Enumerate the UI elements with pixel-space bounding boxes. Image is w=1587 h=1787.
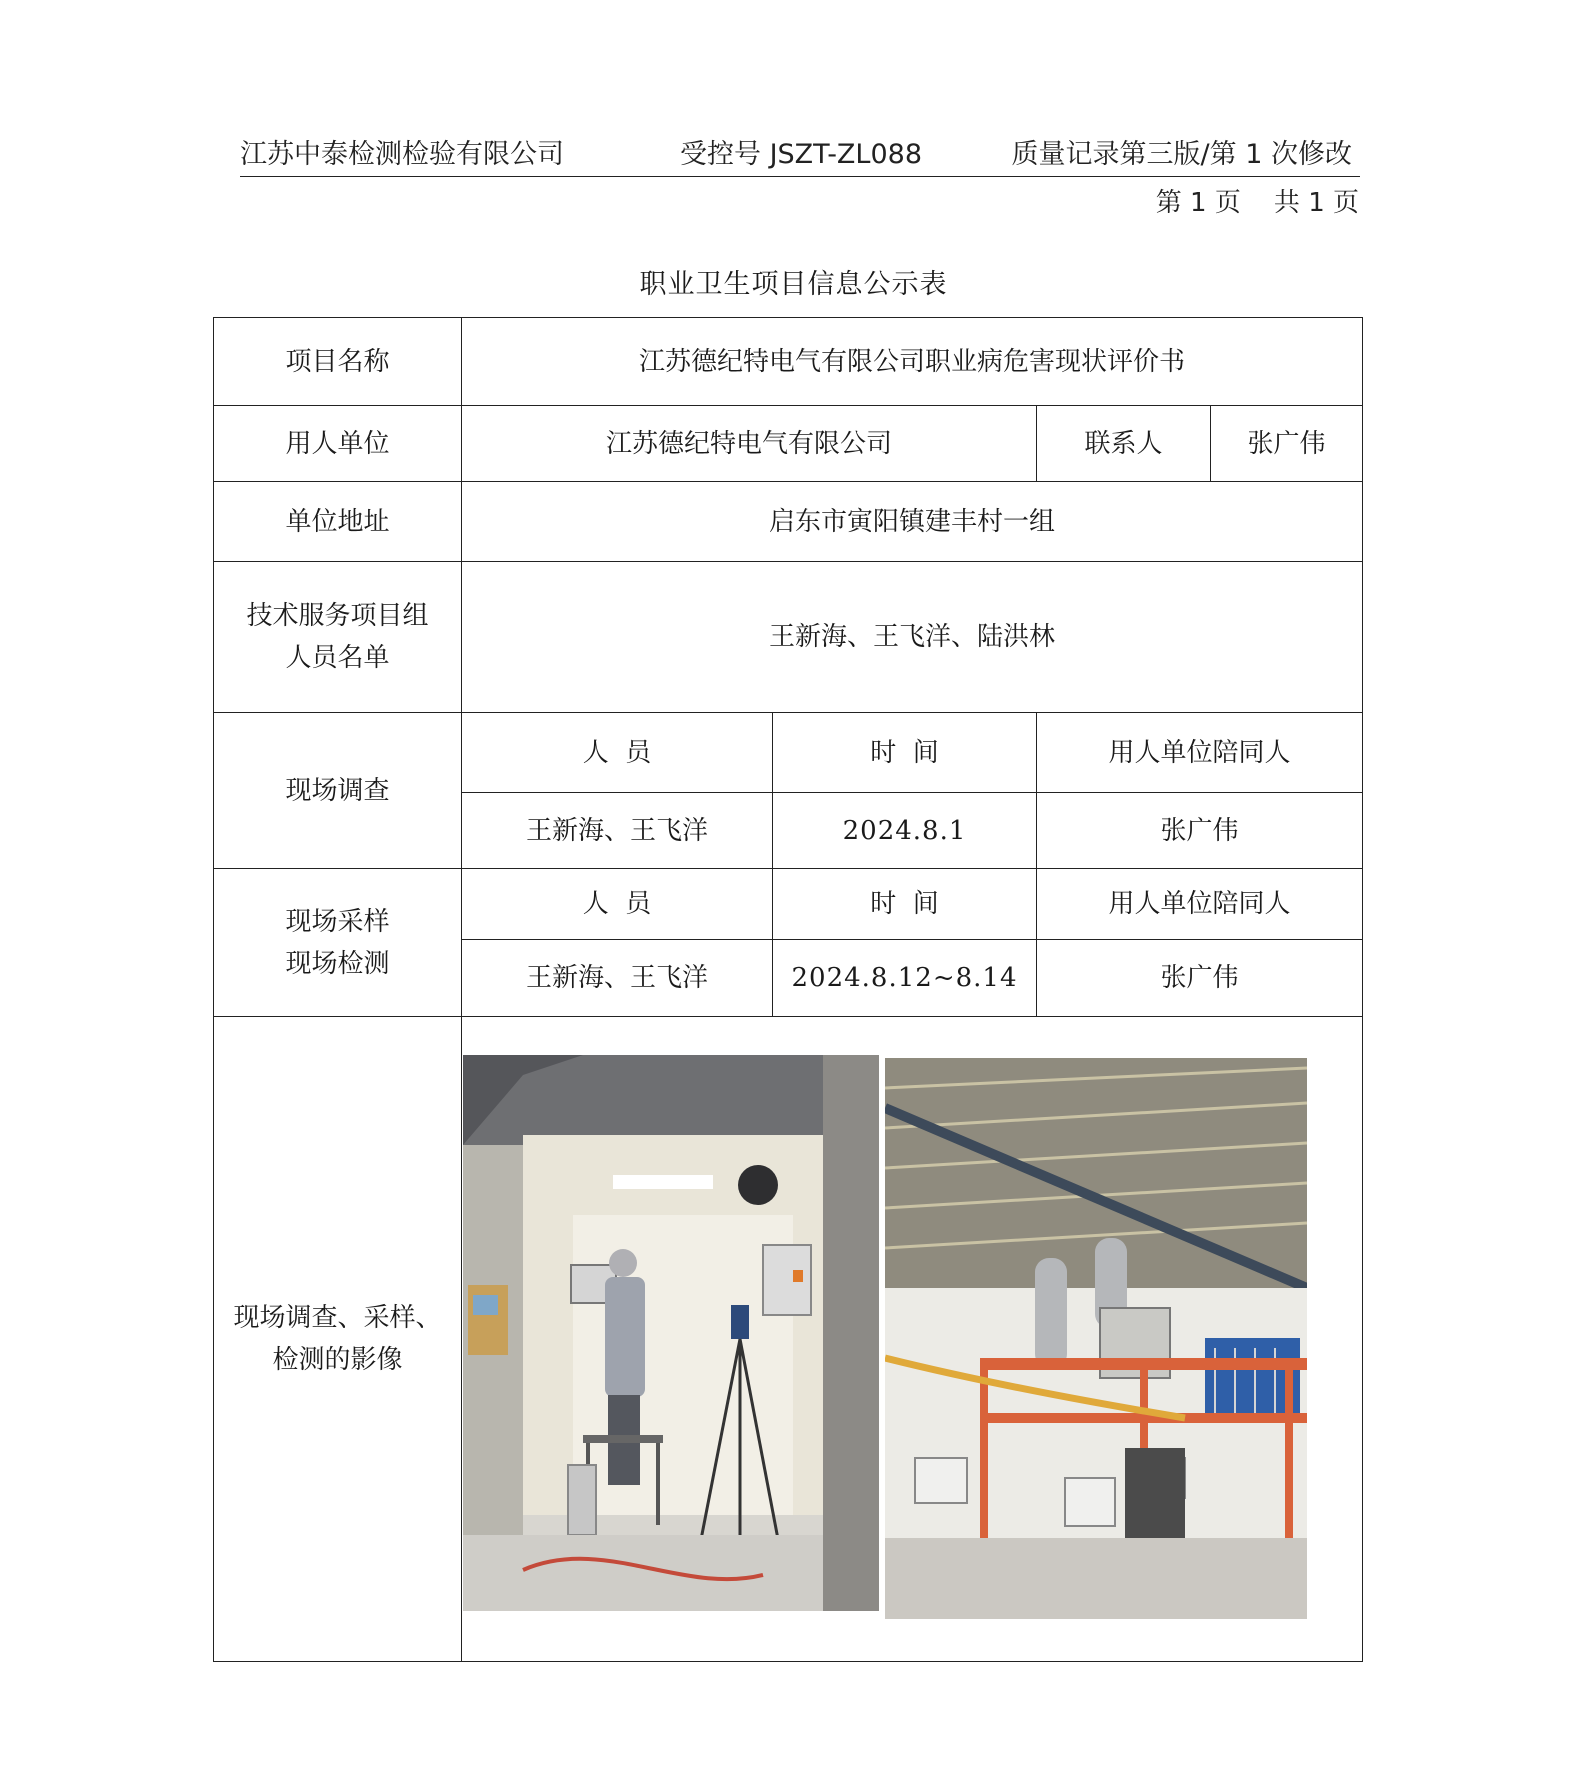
- images-label-line1: 现场调查、采样、: [233, 1303, 442, 1333]
- row-survey-head: [214, 713, 1363, 793]
- project-name-label: 项目名称: [214, 318, 462, 406]
- address-value: 启东市寅阳镇建丰村一组: [462, 482, 1363, 562]
- page-number: 第 1 页 共 1 页: [1155, 188, 1359, 218]
- spray-booth-photo: [463, 1055, 879, 1611]
- row-sampling-head: [214, 869, 1363, 940]
- address-label: 单位地址: [214, 482, 462, 562]
- company-name: 江苏中泰检测检验有限公司: [240, 139, 564, 170]
- sampling-people-head: 人 员: [462, 869, 773, 940]
- contact-value: 张广伟: [1211, 406, 1363, 482]
- sampling-escort-head: 用人单位陪同人: [1037, 869, 1363, 940]
- survey-label: 现场调查: [214, 713, 462, 869]
- survey-escort: 张广伟: [1037, 793, 1363, 869]
- survey-people-head: 人 员: [462, 713, 773, 793]
- survey-escort-head: 用人单位陪同人: [1037, 713, 1363, 793]
- row-employer: [214, 406, 1363, 482]
- contact-label: 联系人: [1037, 406, 1211, 482]
- team-label-line1: 技术服务项目组: [246, 601, 429, 631]
- photo-spray-booth-icon: [463, 1055, 879, 1611]
- team-label-line2: 人员名单: [285, 643, 390, 673]
- row-project-name: [214, 318, 1363, 406]
- row-address: [214, 482, 1363, 562]
- images-cell: [462, 1017, 1363, 1662]
- control-number: 受控号 JSZT-ZL088: [680, 139, 923, 170]
- row-images: [214, 1017, 1363, 1662]
- project-name-value: 江苏德纪特电气有限公司职业病危害现状评价书: [462, 318, 1363, 406]
- sampling-time: 2024.8.12~8.14: [773, 940, 1037, 1017]
- employer-label: 用人单位: [214, 406, 462, 482]
- survey-time-head: 时 间: [773, 713, 1037, 793]
- sampling-escort: 张广伟: [1037, 940, 1363, 1017]
- row-team: [214, 562, 1363, 713]
- sampling-time-head: 时 间: [773, 869, 1037, 940]
- sampling-people: 王新海、王飞洋: [462, 940, 773, 1017]
- survey-people: 王新海、王飞洋: [462, 793, 773, 869]
- photo-workshop-platform-icon: [885, 1058, 1307, 1619]
- sampling-label-line2: 现场检测: [285, 948, 390, 979]
- record-version: 质量记录第三版/第 1 次修改: [1011, 139, 1352, 170]
- info-table: [213, 317, 1363, 1662]
- images-label: [214, 1017, 462, 1662]
- images-label-line2: 检测的影像: [272, 1345, 403, 1375]
- workshop-photo: [885, 1058, 1307, 1619]
- employer-value: 江苏德纪特电气有限公司: [462, 406, 1037, 482]
- sampling-label: [214, 869, 462, 1017]
- survey-time: 2024.8.1: [773, 793, 1037, 869]
- document-title: 职业卫生项目信息公示表: [639, 269, 948, 300]
- team-label: [214, 562, 462, 713]
- header-divider: [240, 176, 1360, 177]
- sampling-label-line1: 现场采样: [285, 906, 390, 937]
- team-value: 王新海、王飞洋、陆洪林: [462, 562, 1363, 713]
